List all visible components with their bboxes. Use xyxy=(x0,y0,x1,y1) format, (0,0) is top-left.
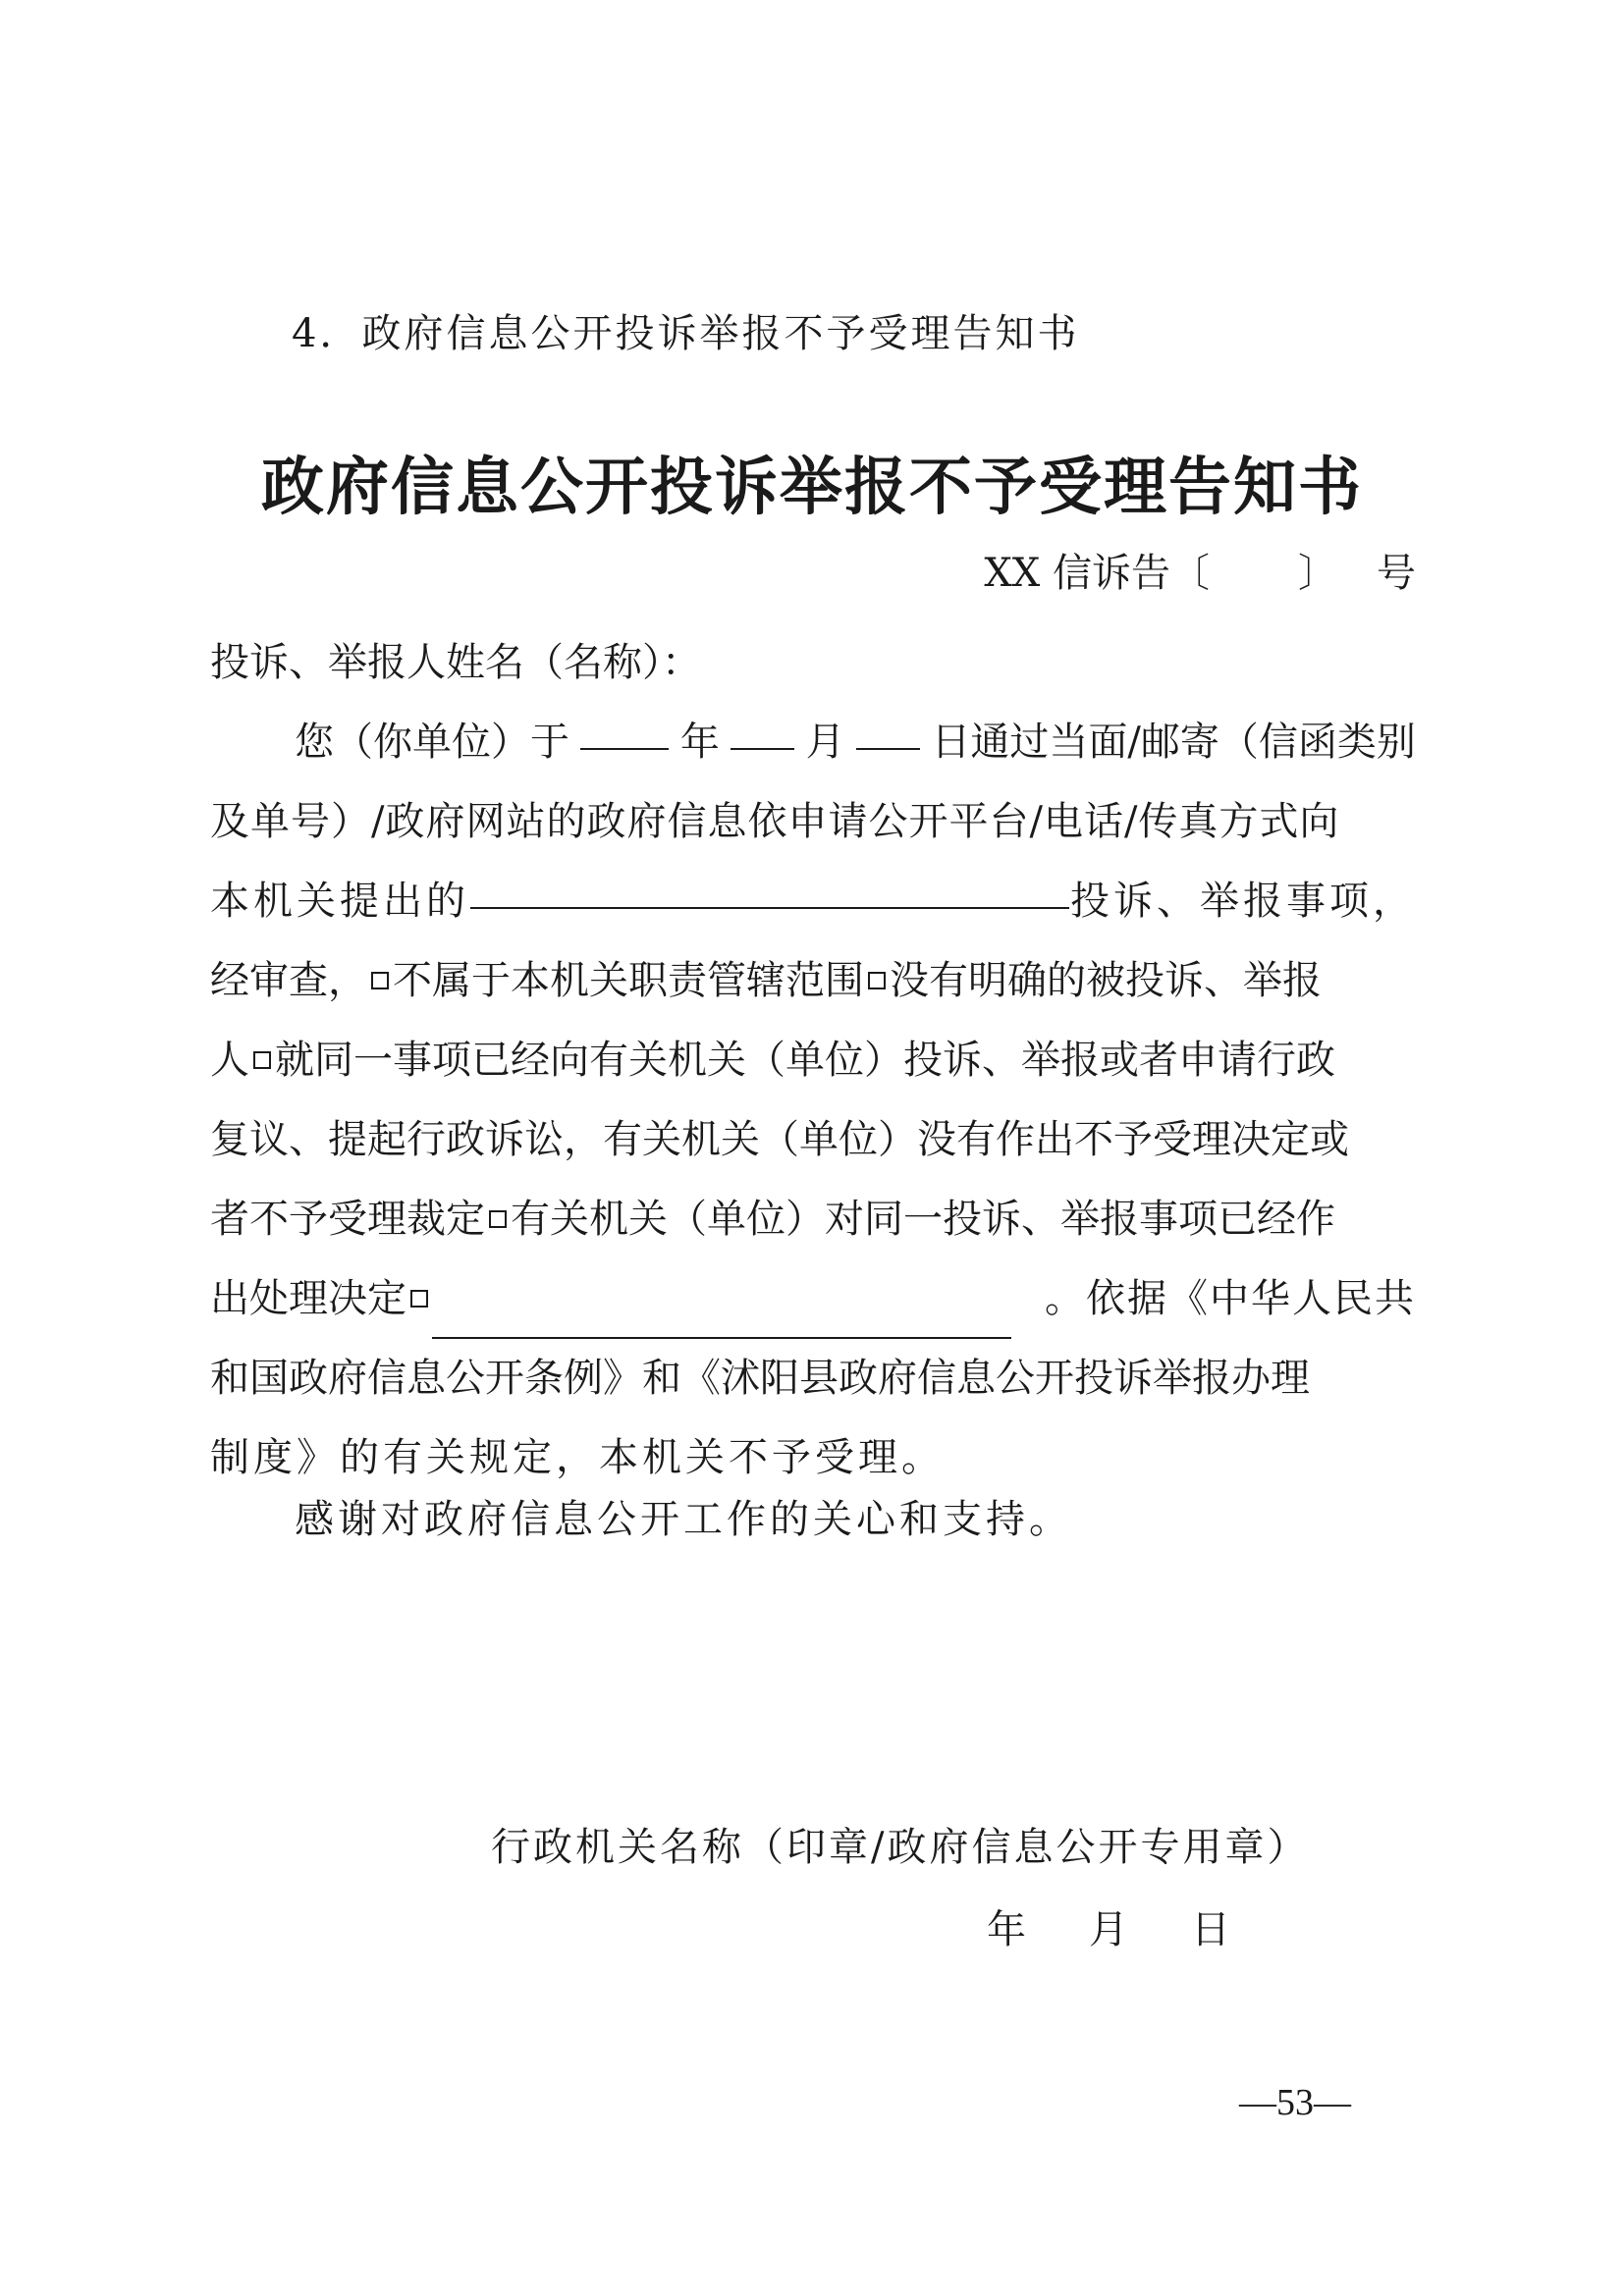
body-text: 制度》的有关规定，本机关不予受理。 xyxy=(210,1435,945,1480)
salutation-line xyxy=(210,623,1416,703)
body-text: 复议、提起行政诉讼，有关机关（单位）没有作出不予受理决定或 xyxy=(210,1117,1349,1162)
body-segment xyxy=(210,941,1322,1021)
salutation: 投诉、举报人姓名（名称）： xyxy=(210,640,701,685)
date-year: 年 xyxy=(987,1907,1026,1952)
body-text: 不属于本机关职责管辖范围 xyxy=(393,958,864,1003)
body-text: 本机关提出的 xyxy=(210,879,469,924)
year-blank xyxy=(580,703,669,750)
body-segment xyxy=(210,1021,1335,1100)
body-text: 经审查， xyxy=(210,958,367,1003)
document-title: 政府信息公开投诉举报不予受理告知书 xyxy=(261,451,1363,524)
document-number xyxy=(984,544,1416,603)
month-label: 月 xyxy=(805,720,845,765)
body-text: 出处理决定 xyxy=(210,1276,406,1321)
checkbox xyxy=(868,972,886,989)
body-text: 有关机关（单位）对同一投诉、举报事项已经作 xyxy=(511,1197,1335,1242)
body-segment xyxy=(210,1180,1335,1259)
matter-blank xyxy=(470,862,1069,909)
month-blank xyxy=(731,703,794,750)
other-reason-blank xyxy=(432,1292,1011,1339)
body-line-10 xyxy=(210,1418,1416,1498)
checkbox xyxy=(371,972,389,989)
year-label: 年 xyxy=(679,720,720,765)
body-line-5 xyxy=(210,1021,1416,1100)
body-line-1 xyxy=(210,703,1416,782)
date-day: 日 xyxy=(1191,1907,1230,1952)
body-line-2 xyxy=(210,782,1416,862)
body-line-3 xyxy=(210,862,1416,941)
day-blank xyxy=(856,703,920,750)
body-line-8 xyxy=(210,1259,1416,1339)
body-text: 您（你单位）于 xyxy=(295,720,569,765)
checkbox xyxy=(253,1051,271,1069)
thanks-line: 感谢对政府信息公开工作的关心和支持。 xyxy=(295,1497,1072,1542)
date-month: 月 xyxy=(1089,1907,1128,1952)
notice-body xyxy=(210,623,1416,1498)
checkbox xyxy=(489,1210,507,1228)
body-text: 和国政府信息公开条例》和《沭阳县政府信息公开投诉举报办理 xyxy=(210,1356,1310,1401)
doc-number-prefix: XX 信诉告〔 xyxy=(984,551,1210,596)
body-text: 没有明确的被投诉、举报 xyxy=(890,958,1322,1003)
body-line-4 xyxy=(210,941,1416,1021)
date-line xyxy=(987,1900,1230,1959)
doc-number-close: 〕 xyxy=(1298,551,1337,596)
doc-number-suffix: 号 xyxy=(1377,551,1416,596)
body-line-6 xyxy=(210,1100,1416,1180)
page-number: —53— xyxy=(1239,2082,1351,2123)
body-text: 人 xyxy=(210,1038,249,1083)
body-line-7 xyxy=(210,1180,1416,1259)
body-text: 及单号）/政府网站的政府信息依申请公开平台/电话/传真方式向 xyxy=(210,799,1340,844)
section-heading: 4．政府信息公开投诉举报不予受理告知书 xyxy=(292,311,1080,356)
signature-line: 行政机关名称（印章/政府信息公开专用章） xyxy=(491,1825,1310,1870)
body-text: 投诉、举报事项， xyxy=(1070,879,1416,924)
body-text: 者不予受理裁定 xyxy=(210,1197,485,1242)
body-segment xyxy=(210,1259,1011,1339)
body-text: 日通过当面/邮寄（信函类别 xyxy=(931,720,1416,765)
body-text: 就同一事项已经向有关机关（单位）投诉、举报或者申请行政 xyxy=(275,1038,1335,1083)
checkbox xyxy=(410,1290,428,1308)
body-text: 。依据《中华人民共 xyxy=(1045,1276,1416,1321)
body-line-9 xyxy=(210,1339,1416,1418)
